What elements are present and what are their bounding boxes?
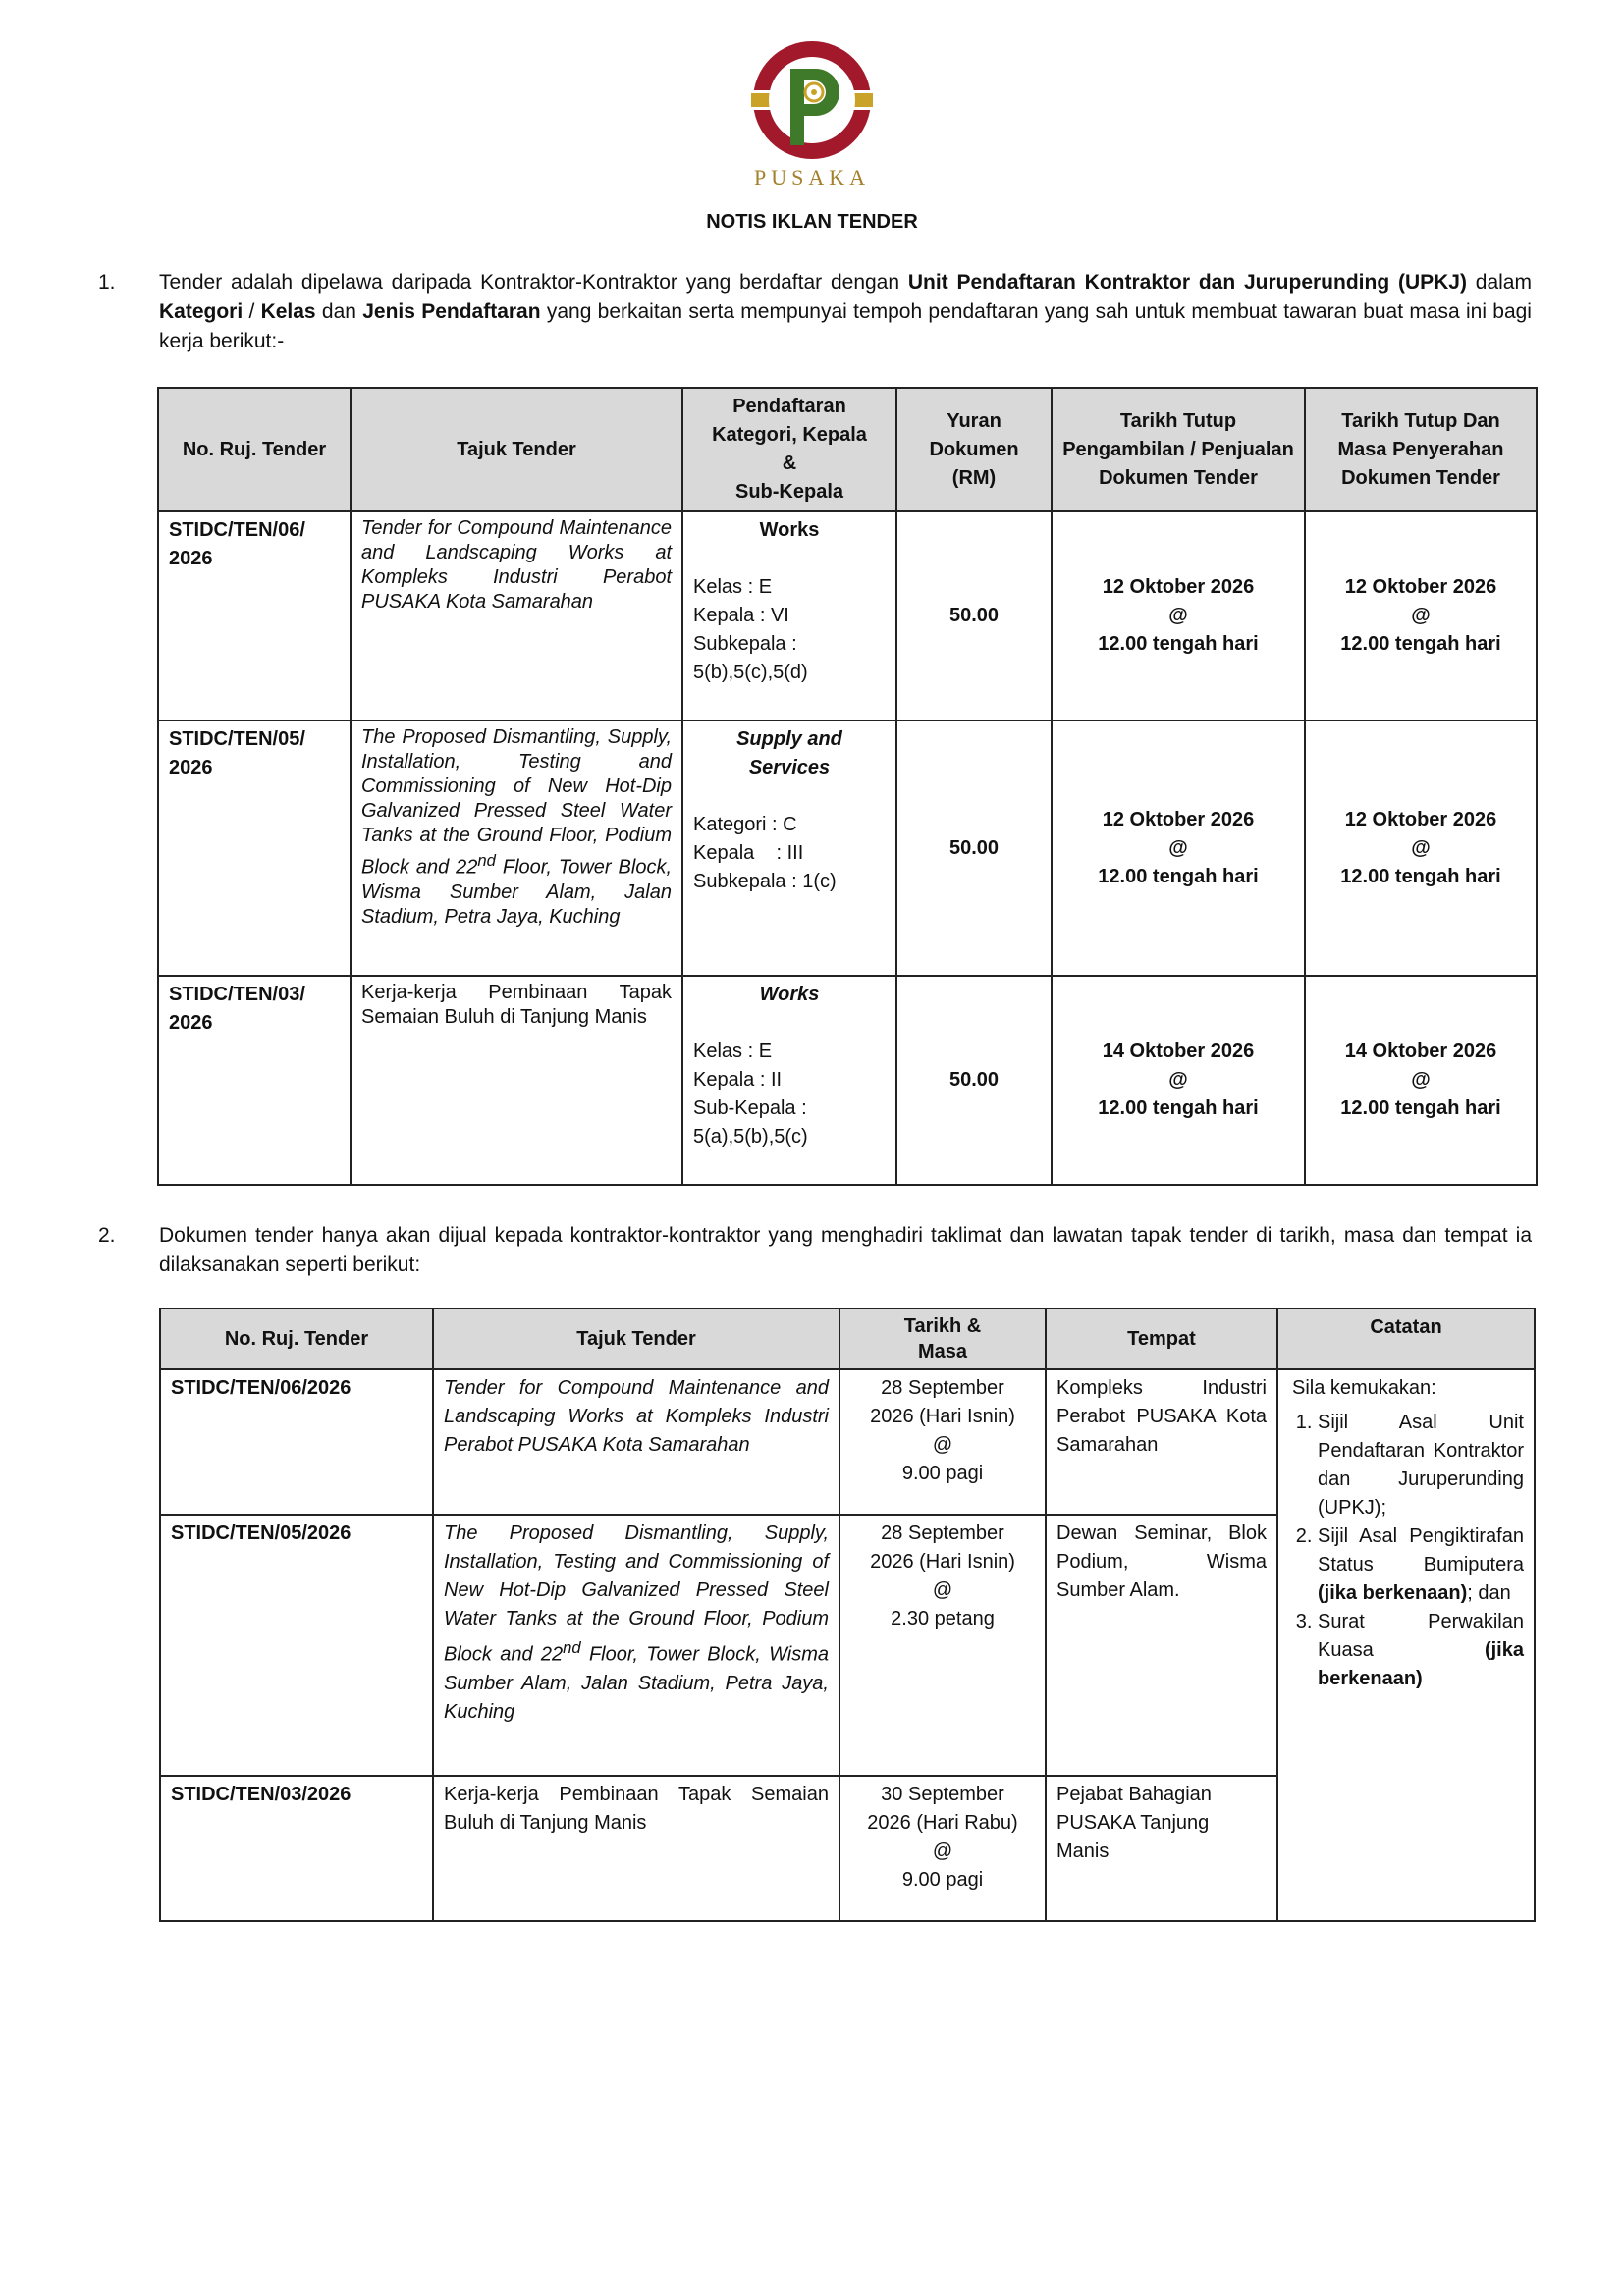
notes-item-text: Sijil Asal Pengiktirafan Status Bumiputera	[1318, 1525, 1524, 1575]
closing-sale-time: 12.00 tengah hari	[1098, 1097, 1259, 1119]
closing-submission-time: 12.00 tengah hari	[1340, 1097, 1501, 1119]
closing-sale	[1052, 511, 1305, 721]
para2-text: Dokumen tender hanya akan dijual kepada kontraktor-kontraktor yang menghadiri taklimat dan lawatan tapak tender di tarikh, masa dan tempat ia dilaksanakan seperti berikut:	[159, 1224, 1532, 1276]
briefing-date-l2: 2026 (Hari Rabu)	[867, 1812, 1018, 1834]
document-fee: 50.00	[896, 721, 1052, 976]
notes-item-bold: (jika berkenaan)	[1318, 1582, 1468, 1604]
para2-number: 2.	[98, 1224, 116, 1247]
briefing-time: 9.00 pagi	[901, 1463, 984, 1484]
tender-title	[351, 721, 682, 976]
closing-sale-time: 12.00 tengah hari	[1098, 865, 1259, 887]
registration-category: Kategori : C	[693, 814, 797, 835]
closing-sale-date: 12 Oktober 2026	[1102, 576, 1255, 598]
notes-item-text: ; dan	[1467, 1582, 1511, 1604]
closing-submission-at: @	[1411, 605, 1431, 626]
closing-sale	[1052, 721, 1305, 976]
tender-registration	[682, 976, 896, 1185]
briefing-title-a: The Proposed Dismantling, Supply, Installation, Testing and Commissioning of New Hot-Dip Galvanized Pressed Steel Water Tanks at the Ground Floor, Podium Block and 22	[444, 1522, 829, 1666]
tender-ref	[158, 511, 351, 721]
briefing-time: 2.30 petang	[891, 1608, 995, 1629]
notes-item-text: Sijil Asal Unit Pendaftaran Kontraktor dan Juruperunding (UPKJ);	[1318, 1412, 1524, 1519]
pusaka-logo	[751, 39, 873, 206]
tender-ref-l1: STIDC/TEN/03/	[169, 984, 305, 1005]
briefing-datetime	[839, 1515, 1046, 1776]
tender-title: Kerja-kerja Pembinaan Tapak Semaian Buluh di Tanjung Manis	[351, 976, 682, 1185]
header-closing-sale: Tarikh Tutup Pengambilan / Penjualan Dokumen Tender	[1052, 388, 1305, 511]
closing-submission-time: 12.00 tengah hari	[1340, 633, 1501, 655]
closing-sale	[1052, 976, 1305, 1185]
registration-class: Kelas : E	[693, 576, 773, 598]
para1-text-3: /	[243, 300, 261, 323]
notes-item-bold: (jika berkenaan)	[1318, 1639, 1524, 1689]
briefing-ref: STIDC/TEN/03/2026	[160, 1776, 433, 1921]
registration-head: Kepala : III	[693, 842, 804, 864]
closing-submission-at: @	[1411, 1069, 1431, 1091]
header-fee-l2: Dokumen	[929, 438, 1019, 460]
closing-sale-at: @	[1168, 1069, 1188, 1091]
tender-title: Tender for Compound Maintenance and Landscaping Works at Kompleks Industri Perabot PUSAKA Kota Samarahan	[351, 511, 682, 721]
registration-subhead: Subkepala : 1(c)	[693, 871, 837, 892]
briefing-date-l1: 28 September	[881, 1522, 1004, 1544]
briefing-date-l2: 2026 (Hari Isnin)	[870, 1551, 1015, 1573]
closing-sale-at: @	[1168, 836, 1188, 859]
para1-text	[159, 268, 1532, 356]
notes-intro: Sila kemukakan:	[1292, 1377, 1436, 1399]
registration-subhead-value: 5(a),5(b),5(c)	[693, 1126, 808, 1148]
closing-sale-at: @	[1168, 605, 1188, 626]
notes-item-text: Surat Perwakilan Kuasa	[1318, 1611, 1524, 1661]
briefing-table-header	[160, 1308, 1535, 1369]
header-notes: Catatan	[1277, 1308, 1535, 1369]
briefing-date-l1: 28 September	[881, 1377, 1004, 1399]
tender-ref-l2: 2026	[169, 1012, 213, 1034]
tender-title-a: The Proposed Dismantling, Supply, Installation, Testing and Commissioning of New Hot-Dip Galvanized Pressed Steel Water Tanks at the Ground Floor, Podium Block and 22	[361, 726, 672, 879]
notes-item	[1318, 1608, 1524, 1693]
tender-title-sup: nd	[477, 851, 496, 870]
tender-ref-l1: STIDC/TEN/06/	[169, 519, 305, 541]
header-title: Tajuk Tender	[433, 1308, 839, 1369]
closing-submission-time: 12.00 tengah hari	[1340, 865, 1501, 887]
para1-kelas: Kelas	[260, 300, 316, 323]
para1-upkj: Unit Pendaftaran Kontraktor dan Juruperunding (UPKJ)	[907, 271, 1467, 294]
document-fee: 50.00	[896, 511, 1052, 721]
briefing-table	[159, 1308, 1536, 1922]
tender-ref-l2: 2026	[169, 548, 213, 569]
briefing-time: 9.00 pagi	[901, 1869, 984, 1891]
closing-submission-at: @	[1411, 836, 1431, 859]
registration-class: Kelas : E	[693, 1041, 773, 1062]
header-date-time	[839, 1308, 1046, 1369]
header-fee	[896, 388, 1052, 511]
header-ref: No. Ruj. Tender	[160, 1308, 433, 1369]
header-place: Tempat	[1046, 1308, 1277, 1369]
briefing-title-sup: nd	[563, 1638, 581, 1657]
table-row	[158, 721, 1537, 976]
closing-sale-date: 14 Oktober 2026	[1102, 1041, 1255, 1062]
registration-type-l1: Supply and	[736, 728, 842, 750]
para1-kategori: Kategori	[159, 300, 244, 323]
tender-table-header	[158, 388, 1537, 511]
tender-ref	[158, 721, 351, 976]
registration-head: Kepala : VI	[693, 605, 789, 626]
header-fee-l3: (RM)	[951, 466, 997, 489]
tender-ref-l1: STIDC/TEN/05/	[169, 728, 305, 750]
notes-item	[1318, 1522, 1524, 1608]
registration-subhead-label: Subkepala :	[693, 633, 797, 655]
closing-submission	[1305, 721, 1537, 976]
para1-text-5: yang berkaitan serta mempunyai tempoh pendaftaran yang sah untuk membuat tawaran buat masa ini bagi kerja berikut:-	[159, 300, 1532, 352]
header-registration-l3: &	[782, 453, 797, 474]
closing-sale-date: 12 Oktober 2026	[1102, 808, 1255, 830]
header-title: Tajuk Tender	[351, 388, 682, 511]
tender-ref-l2: 2026	[169, 757, 213, 778]
briefing-title: Kerja-kerja Pembinaan Tapak Semaian Buluh di Tanjung Manis	[433, 1776, 839, 1921]
briefing-ref: STIDC/TEN/05/2026	[160, 1515, 433, 1776]
briefing-title	[433, 1515, 839, 1776]
registration-subhead-value: 5(b),5(c),5(d)	[693, 662, 808, 683]
briefing-at: @	[932, 1579, 953, 1601]
briefing-place: Dewan Seminar, Blok Podium, Wisma Sumber Alam.	[1046, 1515, 1277, 1776]
para1-text-2: dalam	[1466, 271, 1532, 294]
closing-sale-time: 12.00 tengah hari	[1098, 633, 1259, 655]
registration-type: Works	[759, 984, 820, 1005]
tender-ref	[158, 976, 351, 1185]
briefing-ref: STIDC/TEN/06/2026	[160, 1369, 433, 1515]
briefing-at: @	[932, 1841, 953, 1862]
briefing-place: Kompleks Industri Perabot PUSAKA Kota Samarahan	[1046, 1369, 1277, 1515]
briefing-title: Tender for Compound Maintenance and Landscaping Works at Kompleks Industri Perabot PUSAKA Kota Samarahan	[433, 1369, 839, 1515]
briefing-datetime	[839, 1369, 1046, 1515]
briefing-notes	[1277, 1369, 1535, 1921]
pusaka-emblem-icon	[751, 39, 873, 167]
para1-jenis: Jenis Pendaftaran	[362, 300, 541, 323]
page-title: NOTIS IKLAN TENDER	[706, 211, 918, 233]
header-fee-l1: Yuran	[947, 409, 1001, 432]
closing-submission-date: 14 Oktober 2026	[1344, 1041, 1497, 1062]
registration-subhead-label: Sub-Kepala :	[693, 1097, 807, 1119]
table-row	[160, 1369, 1535, 1515]
tender-registration	[682, 511, 896, 721]
briefing-date-l1: 30 September	[881, 1784, 1004, 1805]
para1-number: 1.	[98, 271, 116, 294]
briefing-date-l2: 2026 (Hari Isnin)	[870, 1406, 1015, 1427]
closing-submission-date: 12 Oktober 2026	[1344, 576, 1497, 598]
briefing-title-b: Floor, Tower Block, Wisma Sumber Alam, Jalan Stadium, Petra Jaya, Kuching	[444, 1643, 829, 1723]
briefing-datetime	[839, 1776, 1046, 1921]
header-registration	[682, 388, 896, 511]
tender-title-b: Floor, Tower Block, Wisma Sumber Alam, Jalan Stadium, Petra Jaya, Kuching	[361, 856, 672, 928]
tender-table	[157, 387, 1538, 1186]
tender-registration	[682, 721, 896, 976]
document-fee: 50.00	[896, 976, 1052, 1185]
header-date-l2: Masa	[917, 1341, 968, 1362]
closing-submission-date: 12 Oktober 2026	[1344, 808, 1497, 830]
header-closing-submission: Tarikh Tutup Dan Masa Penyerahan Dokumen Tender	[1305, 388, 1537, 511]
notes-list	[1288, 1409, 1524, 1693]
table-row	[158, 976, 1537, 1185]
header-registration-l1: Pendaftaran	[732, 396, 846, 417]
closing-submission	[1305, 511, 1537, 721]
registration-type-l2: Services	[748, 757, 831, 778]
notes-item	[1318, 1409, 1524, 1522]
logo-wordmark: PUSAKA	[753, 165, 871, 189]
briefing-at: @	[932, 1434, 953, 1456]
registration-head: Kepala : II	[693, 1069, 783, 1091]
header-ref: No. Ruj. Tender	[158, 388, 351, 511]
header-date-l1: Tarikh &	[903, 1315, 982, 1337]
para1-text-4: dan	[315, 300, 363, 323]
table-row	[158, 511, 1537, 721]
para1-text-1: Tender adalah dipelawa daripada Kontraktor-Kontraktor yang berdaftar dengan	[159, 271, 908, 294]
header-registration-l2: Kategori, Kepala	[712, 424, 867, 446]
closing-submission	[1305, 976, 1537, 1185]
briefing-place: Pejabat Bahagian PUSAKA Tanjung Manis	[1046, 1776, 1277, 1921]
header-registration-l4: Sub-Kepala	[734, 481, 844, 503]
registration-type: Works	[759, 519, 820, 541]
